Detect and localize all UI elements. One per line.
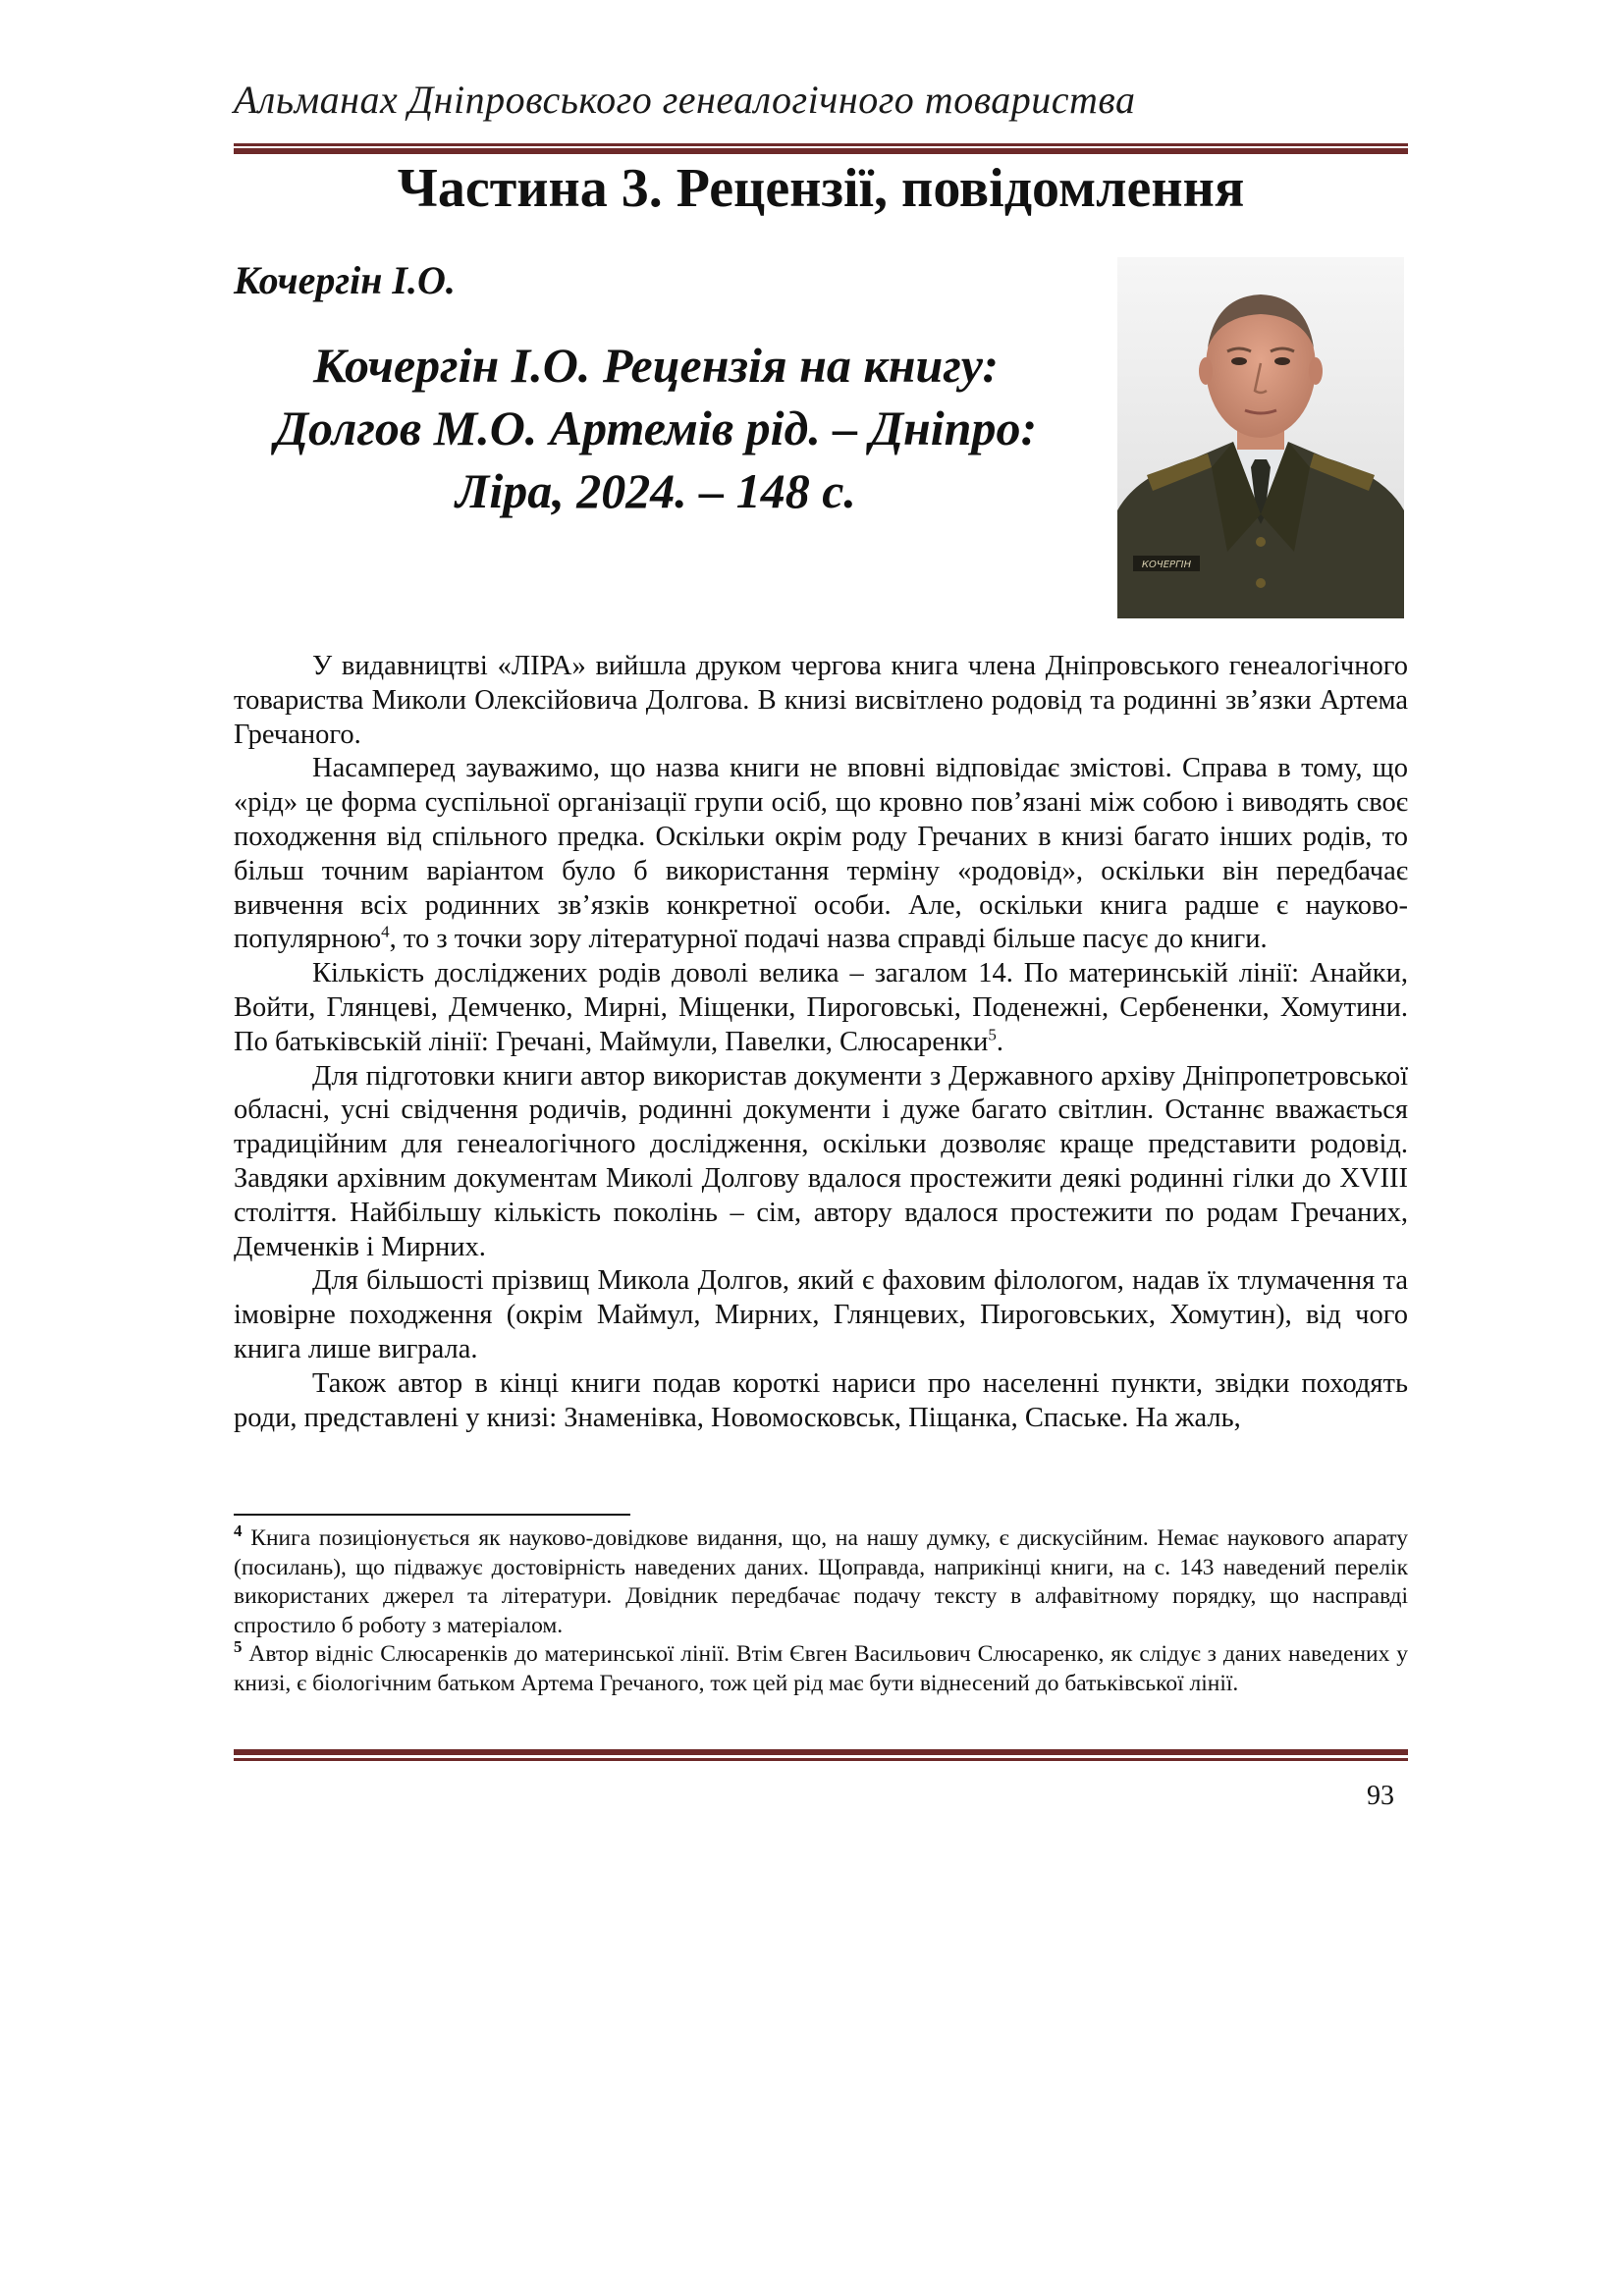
paragraph-text: Для більшості прізвищ Микола Долгов, який є фаховим філологом, надав їх тлумачення та імовірне походження (окрім Маймул, Мирних, Глянцевих, Пироговських, Хомутин), від чого книга лише виграла. [234, 1265, 1408, 1364]
footnote-text: Автор відніс Слюсаренків до материнської лінії. Втім Євген Васильович Слюсаренко, як слідує з даних наведених у книзі, є біологічним батьком Артема Гречаного, тож цей рід має бути віднесений до батьківської лінії. [234, 1641, 1409, 1696]
footnote-ref[interactable]: 4 [381, 922, 390, 941]
uniform-button [1256, 578, 1266, 588]
footnotes [234, 1524, 1408, 1698]
paragraph [234, 650, 1408, 752]
footnote-ref[interactable]: 5 [988, 1025, 997, 1044]
paragraph-text: Кількість досліджених родів доволі велика – загалом 14. По материнській лінії: Анайки, Войти, Глянцеві, Демченко, Мирні, Міщенки, Пироговські, Поденежні, Сербененки, Хомутини. По батьківській лінії: Гречані, Маймули, Павелки, Слюсаренки [234, 958, 1408, 1057]
uniform-button [1256, 537, 1266, 547]
footnote-mark: 5 [234, 1637, 243, 1657]
footnote-separator [234, 1514, 630, 1516]
paragraph [234, 752, 1408, 957]
footnote [234, 1524, 1408, 1640]
footer-rule-thin [234, 1758, 1408, 1761]
paragraph [234, 957, 1408, 1059]
footnote [234, 1637, 1409, 1698]
article-title [234, 334, 1078, 522]
paragraph [234, 1264, 1408, 1366]
header-rule-thick [234, 148, 1408, 154]
article-author: Кочергін І.О. [234, 258, 456, 302]
footnote-mark: 4 [234, 1522, 243, 1541]
paragraph [234, 1060, 1408, 1265]
paragraph-text: Також автор в кінці книги подав короткі нариси про населенні пункти, звідки походять роди, представлені у книзі: Знаменівка, Новомосковськ, Піщанка, Спаське. На жаль, [234, 1367, 1408, 1433]
paragraph [234, 1367, 1408, 1436]
author-portrait [1117, 257, 1404, 618]
running-header-title: Альманах Дніпровського генеалогічного товариства [234, 78, 1136, 122]
paragraph-text: . [996, 1026, 1003, 1057]
article-title-line: Долгов М.О. Артемів рід. – Дніпро: [274, 400, 1038, 455]
paragraph-text: Для підготовки книги автор використав документи з Державного архіву Дніпропетровської обласні, усні свідчення родичів, родинні документи і дуже багато світлин. Останнє вважається традиційним для генеалогічного дослідження, оскільки дозволяє краще представити родовід. Завдяки архівним документам Миколі Долгову вдалося простежити деякі родинні гілки до XVIII століття. Найбільшу кількість поколінь – сім, автору вдалося простежити по родам Гречаних, Демченків і Мирних. [234, 1060, 1408, 1262]
article-body [234, 650, 1408, 1435]
footnote-text: Книга позиціонується як науково-довідкове видання, що, на нашу думку, є дискусійним. Немає наукового апарату (посилань), що підважує достовірність наведених даних. Щоправда, наприкінці книги, на с. 143 наведений перелік використаних джерел та літератури. Довідник передбачає подачу тексту в алфавітному порядку, що насправді спростило б роботу з матеріалом. [234, 1525, 1409, 1638]
paragraph-text: Насамперед зауважимо, що назва книги не вповні відповідає змістові. Справа в тому, що «рід» це форма суспільної організації групи осіб, що кровно пов’язані між собою і виводять своє походження від спільного предка. Оскільки окрім роду Гречаних в книзі багато інших родів, то більш точним варіантом було б використання терміну «родовід», оскільки він передбачає вивчення всіх родинних зв’язків конкретної особи. Але, оскільки книга радше є науково-популярною [234, 753, 1408, 955]
footer-rule-thick [234, 1749, 1408, 1755]
article-title-line: Ліра, 2024. – 148 с. [456, 463, 856, 518]
page-number: 93 [1367, 1781, 1394, 1811]
name-tag-text: КОЧЕРГІН [1141, 560, 1192, 570]
section-title: Частина 3. Рецензії, повідомлення [397, 158, 1245, 219]
paragraph-text: , то з точки зору літературної подачі назва справді більше пасує до книги. [389, 924, 1268, 955]
paragraph-text: У видавництві «ЛІРА» вийшла друком чергова книга члена Дніпровського генеалогічного товариства Миколи Олексійовича Долгова. В книзі висвітлено родовід та родинні зв’язки Артема Гречаного. [234, 651, 1408, 750]
article-title-line: Кочергін І.О. Рецензія на книгу: [313, 338, 999, 393]
author-portrait-illustration [1117, 257, 1404, 618]
header-rule-thin [234, 143, 1408, 146]
